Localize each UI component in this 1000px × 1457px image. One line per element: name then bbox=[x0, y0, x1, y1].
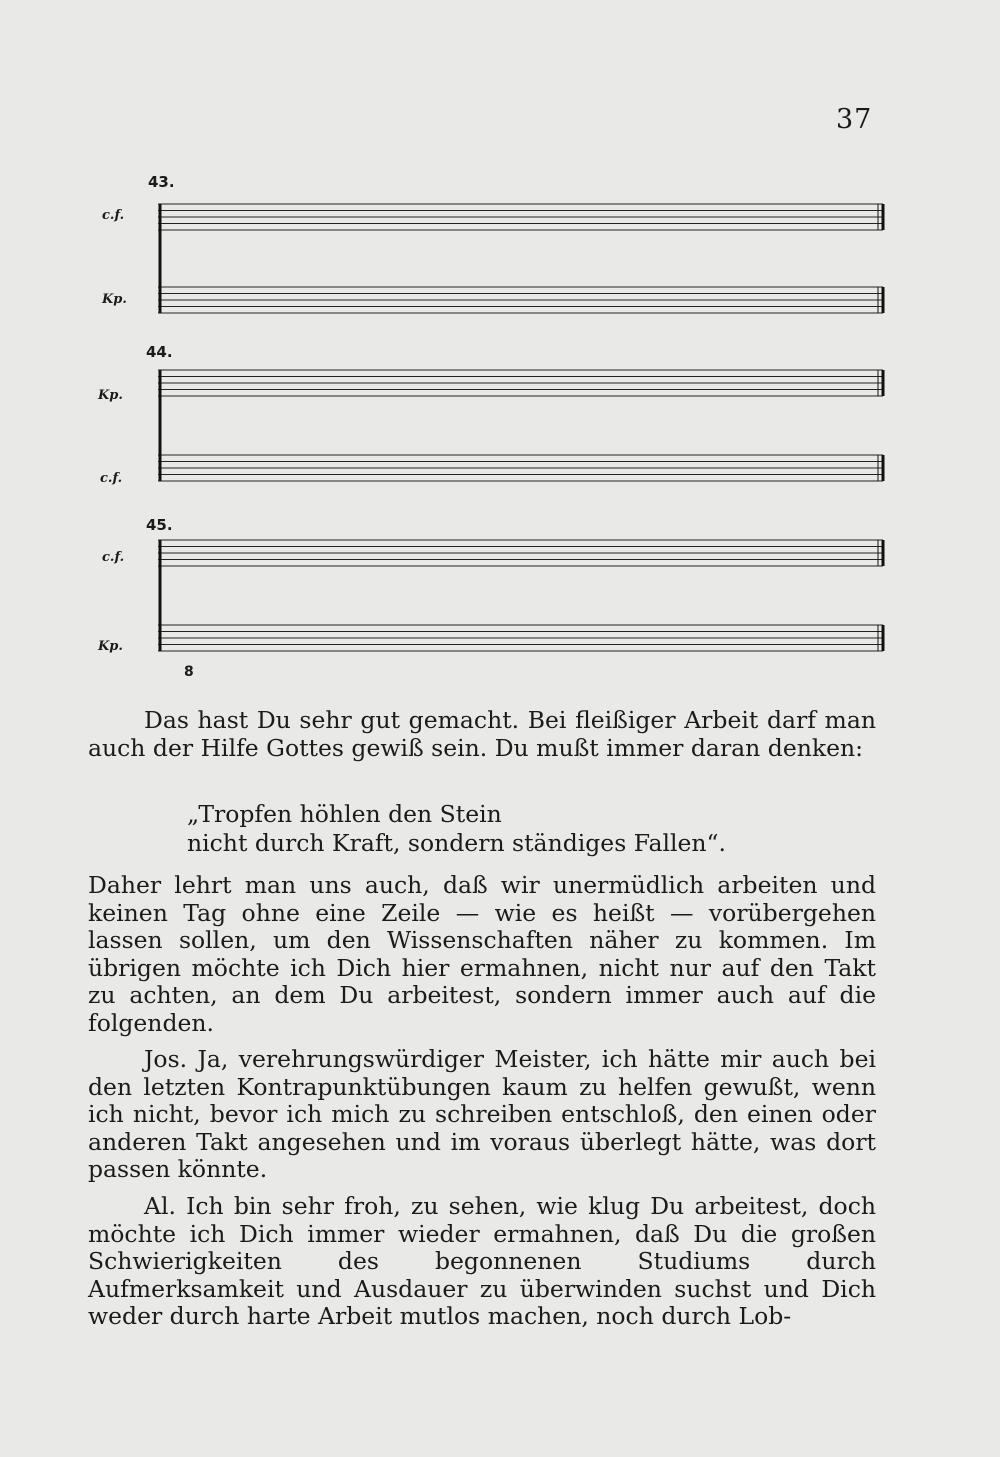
paragraph-text: Jos. Ja, verehrungswürdiger Meister, ich hätte mir auch bei den letzten Kontrapunktübungen kaum zu helfen gewußt, wenn ich nicht, bevor ich mich zu schreiben entschloß, den einen oder anderen Takt angesehen und im voraus überlegt hätte, was dort passen könnte. bbox=[88, 1045, 876, 1183]
paragraph-text: Das hast Du sehr gut gemacht. Bei fleißiger Arbeit darf man auch der Hilfe Gottes gewiß sein. Du mußt immer daran denken: bbox=[88, 706, 876, 762]
staff-label: c.f. bbox=[100, 471, 123, 486]
page-number: 37 bbox=[836, 104, 873, 135]
staff-label: Kp. bbox=[102, 292, 127, 307]
paragraph-4 bbox=[88, 1193, 876, 1331]
paragraph-text: Al. Ich bin sehr froh, zu sehen, wie klug Du arbeitest, doch möchte ich Dich immer wieder ermahnen, daß Du die großen Schwierigkeiten des begonnenen Studiums durch Aufmerksamkeit und Ausdauer zu überwinden suchst und Dich weder durch harte Arbeit mutlos machen, noch durch Lob- bbox=[88, 1192, 876, 1330]
music-staff bbox=[158, 540, 883, 566]
music-staff bbox=[158, 455, 883, 481]
staff-label: c.f. bbox=[102, 208, 125, 223]
paragraph-2 bbox=[88, 872, 876, 1037]
paragraph-text: Daher lehrt man uns auch, daß wir unermüdlich arbeiten und keinen Tag ohne eine Zeile — wie es heißt — vorübergehen lassen sollen, um den Wissenschaften näher zu kommen. Im übrigen möchte ich Dich hier ermahnen, nicht nur auf den Takt zu achten, an dem Du arbeitest, sondern immer auch auf die folgenden. bbox=[88, 871, 876, 1037]
paragraph-3 bbox=[88, 1046, 876, 1184]
music-staves bbox=[100, 170, 900, 690]
music-staff bbox=[158, 370, 883, 396]
quote-line: „Tropfen höhlen den Stein bbox=[187, 800, 502, 828]
music-examples bbox=[100, 170, 900, 690]
staff-label: Kp. bbox=[98, 639, 123, 654]
octave-marker: 8 bbox=[184, 664, 194, 680]
paragraph-1 bbox=[88, 707, 876, 762]
staff-label: Kp. bbox=[98, 388, 123, 403]
quote-line: nicht durch Kraft, sondern ständiges Fallen“. bbox=[187, 829, 727, 857]
music-staff bbox=[158, 204, 883, 230]
music-staff bbox=[158, 625, 883, 651]
music-staff bbox=[158, 287, 883, 313]
quote bbox=[187, 800, 726, 858]
example-number: 45. bbox=[146, 516, 173, 534]
example-number: 43. bbox=[148, 173, 175, 191]
example-number: 44. bbox=[146, 343, 173, 361]
staff-label: c.f. bbox=[102, 550, 125, 565]
